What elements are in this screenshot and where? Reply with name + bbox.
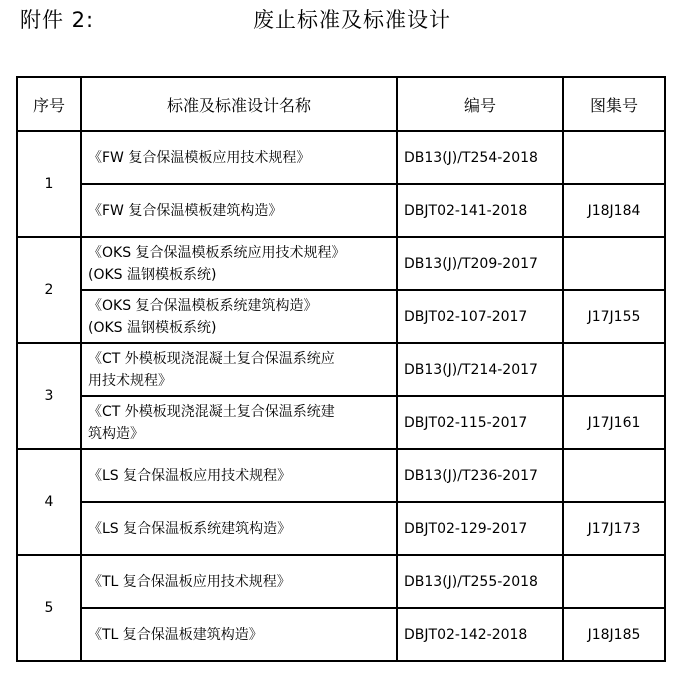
table-row xyxy=(17,449,665,502)
atlas-number: J18J185 xyxy=(563,608,665,661)
column-header-code: 编号 xyxy=(397,77,563,131)
column-header-name: 标准及标准设计名称 xyxy=(81,77,397,131)
atlas-number xyxy=(563,237,665,290)
standard-name: 《TL 复合保温板建筑构造》 xyxy=(81,608,397,661)
table-row xyxy=(17,184,665,237)
table-row xyxy=(17,290,665,343)
table-row xyxy=(17,502,665,555)
atlas-number: J17J161 xyxy=(563,396,665,449)
abolished-standards-table xyxy=(16,76,666,662)
atlas-number xyxy=(563,131,665,184)
standard-name: 《LS 复合保温板应用技术规程》 xyxy=(81,449,397,502)
row-number: 2 xyxy=(17,237,81,343)
row-number: 3 xyxy=(17,343,81,449)
atlas-number: J17J155 xyxy=(563,290,665,343)
standard-name: 《CT 外模板现浇混凝土复合保温系统应 用技术规程》 xyxy=(81,343,397,396)
atlas-number xyxy=(563,555,665,608)
standard-name: 《CT 外模板现浇混凝土复合保温系统建 筑构造》 xyxy=(81,396,397,449)
row-number: 5 xyxy=(17,555,81,661)
standard-code: DB13(J)/T255-2018 xyxy=(397,555,563,608)
standard-code: DB13(J)/T209-2017 xyxy=(397,237,563,290)
standard-name: 《OKS 复合保温模板系统建筑构造》 (OKS 温钢模板系统) xyxy=(81,290,397,343)
table-row xyxy=(17,555,665,608)
standard-name: 《OKS 复合保温模板系统应用技术规程》 (OKS 温钢模板系统) xyxy=(81,237,397,290)
atlas-number xyxy=(563,449,665,502)
attachment-label: 附件 2: xyxy=(20,8,95,32)
standard-name: 《LS 复合保温板系统建筑构造》 xyxy=(81,502,397,555)
standard-name: 《FW 复合保温模板应用技术规程》 xyxy=(81,131,397,184)
table-row xyxy=(17,608,665,661)
standard-code: DBJT02-141-2018 xyxy=(397,184,563,237)
page-title: 废止标准及标准设计 xyxy=(253,8,451,32)
atlas-number xyxy=(563,343,665,396)
row-number: 4 xyxy=(17,449,81,555)
table-row xyxy=(17,396,665,449)
standard-name: 《FW 复合保温模板建筑构造》 xyxy=(81,184,397,237)
standard-code: DBJT02-107-2017 xyxy=(397,290,563,343)
table-row xyxy=(17,131,665,184)
row-number: 1 xyxy=(17,131,81,237)
standard-code: DBJT02-129-2017 xyxy=(397,502,563,555)
standard-code: DB13(J)/T236-2017 xyxy=(397,449,563,502)
column-header-no: 序号 xyxy=(17,77,81,131)
atlas-number: J18J184 xyxy=(563,184,665,237)
standard-code: DBJT02-142-2018 xyxy=(397,608,563,661)
standard-code: DB13(J)/T214-2017 xyxy=(397,343,563,396)
atlas-number: J17J173 xyxy=(563,502,665,555)
standard-name: 《TL 复合保温板应用技术规程》 xyxy=(81,555,397,608)
column-header-atlas: 图集号 xyxy=(563,77,665,131)
standard-code: DB13(J)/T254-2018 xyxy=(397,131,563,184)
table-row xyxy=(17,343,665,396)
standard-code: DBJT02-115-2017 xyxy=(397,396,563,449)
table-row xyxy=(17,237,665,290)
table-header-row xyxy=(17,77,665,131)
